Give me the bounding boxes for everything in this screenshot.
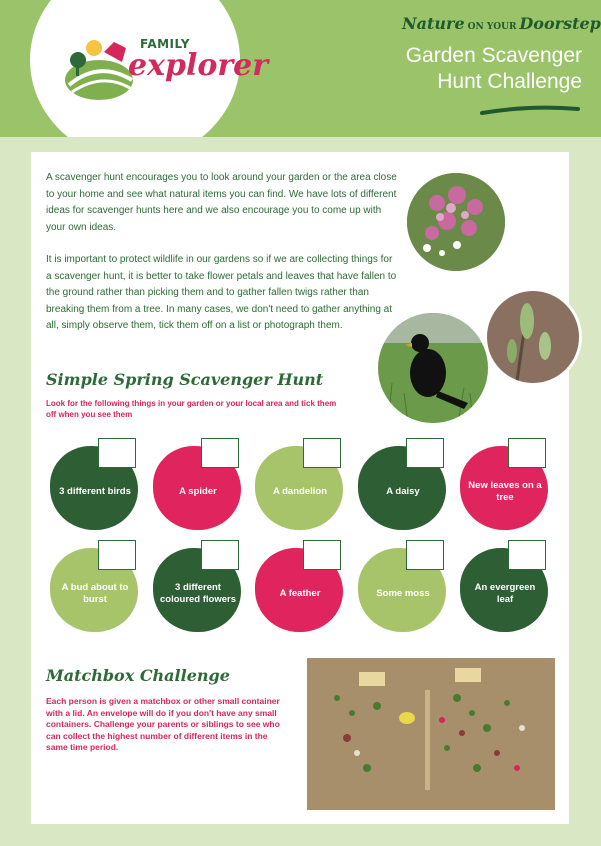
logo-family-text: FAMILY: [140, 37, 190, 51]
hunt-item[interactable]: [153, 540, 245, 632]
intro-text: [46, 170, 398, 351]
blackbird-photo: [375, 310, 491, 426]
item-label: A daisy: [386, 486, 420, 497]
matchbox-heading: Matchbox Challenge: [46, 666, 230, 685]
item-label: New leaves on a tree: [468, 480, 542, 503]
hunt-item[interactable]: [153, 438, 245, 530]
logo-explorer-text: explorer: [128, 48, 269, 83]
series-title: Nature ON YOUR Doorstep: [402, 14, 601, 33]
brush-stroke-decoration: [480, 103, 580, 117]
intro-paragraph-2: It is important to protect wildlife in our gardens so if we are collecting things for a scavenger hunt, it is better to take flower petals and leaves that have fallen to the ground rather than picking them and to gather fallen twigs rather than breaking them from a tree. In many cases, we don't need to gather anything at all, simply observe them, tick them off on a list or photograph them.: [46, 254, 397, 331]
hunt-item[interactable]: [460, 438, 552, 530]
spring-hunt-heading: Simple Spring Scavenger Hunt: [46, 370, 324, 389]
hunt-item[interactable]: [460, 540, 552, 632]
item-label: A bud about to burst: [61, 582, 129, 605]
item-label: A dandelion: [272, 486, 327, 497]
matchbox-text: Each person is given a matchbox or other small container with a lid. An envelope will do if you don't have any small containers. Challenge your parents or siblings to see who can collect the highest number of different items in the same time period.: [46, 696, 280, 752]
hunt-item[interactable]: [255, 438, 347, 530]
item-label: Some moss: [376, 588, 430, 599]
hunt-item[interactable]: [50, 540, 142, 632]
hunt-item[interactable]: [255, 540, 347, 632]
item-label: A feather: [279, 588, 321, 599]
heather-photo: [404, 170, 508, 274]
spring-hunt-instruction: Look for the following things in your garden or your local area and tick them off when you see them: [46, 399, 337, 419]
item-label: 3 different coloured flowers: [159, 582, 236, 605]
intro-paragraph-1: A scavenger hunt encourages you to look around your garden or the area close to your home and see what natural items you can find. We have lots of different ideas for scavenger hunts here and we also encourage you to come up with your own ideas.: [46, 172, 397, 233]
buds-photo: [484, 288, 582, 386]
page-title: Garden Scavenger Hunt Challenge: [405, 44, 582, 93]
hunt-item[interactable]: [358, 438, 450, 530]
hunt-item[interactable]: [50, 438, 142, 530]
matchbox-items-photo: [307, 658, 555, 810]
item-label: 3 different birds: [59, 486, 131, 497]
item-label: A spider: [179, 486, 217, 497]
item-label: An evergreen leaf: [474, 582, 536, 605]
hunt-item[interactable]: [358, 540, 450, 632]
